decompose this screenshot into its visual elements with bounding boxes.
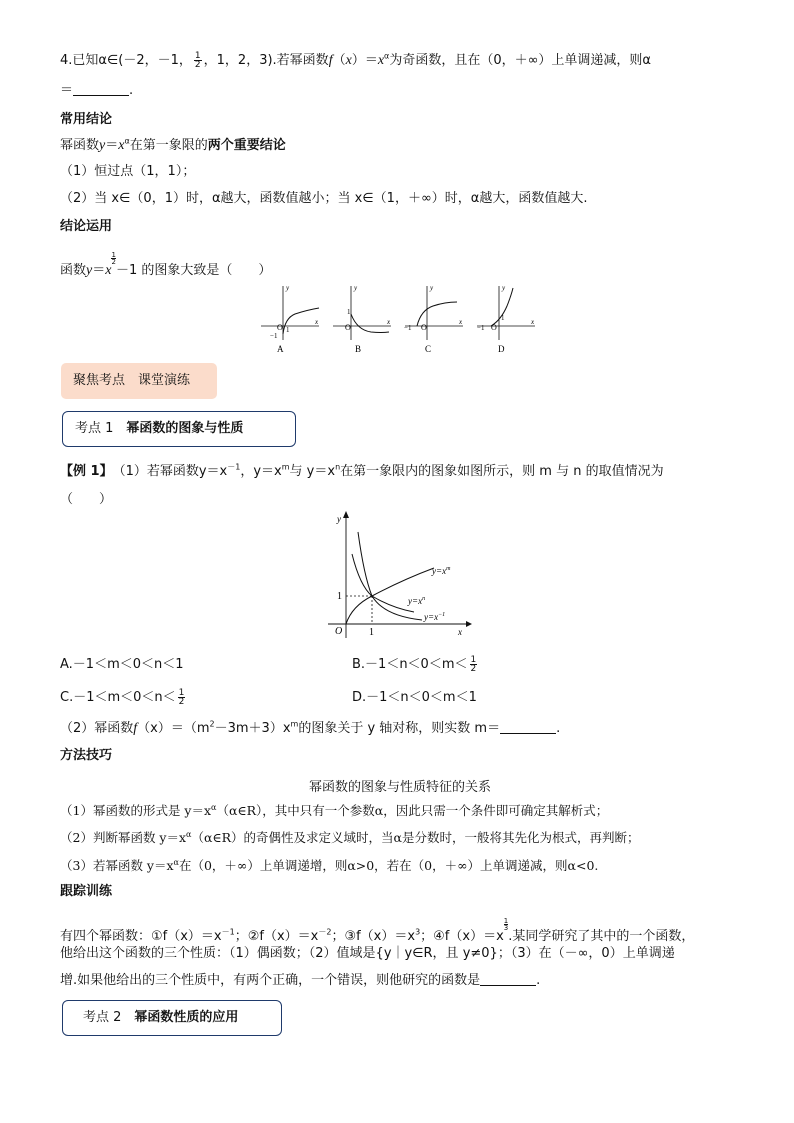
svg-text:1: 1 [501, 314, 505, 322]
svg-text:O: O [491, 323, 497, 332]
common-intro: 幂函数$y=x^\alpha$在第一象限的两个重要结论 [60, 136, 286, 153]
graph-label-d: D [498, 344, 505, 354]
common-item-1: （1）恒过点（1，1）； [60, 164, 196, 179]
apply-question: 函数y＝x $\frac{1}{2}$ －1 的图象大致是（ ） [60, 251, 272, 278]
topic-2-box: 考点 2 幂函数性质的应用 [62, 1000, 282, 1036]
example-1-question: 【例 1】 （1）若幂函数$y=x^{-1}$，$y=x^m$与 $y=x^n$在第一象限内的图象如图所示，则 m 与 n 的取值情况为 [60, 462, 664, 479]
answer-blank-function[interactable] [480, 973, 536, 986]
apply-heading: 结论运用 [60, 219, 113, 234]
graph-b[interactable] [333, 284, 391, 354]
svg-text:x: x [387, 318, 391, 326]
svg-text:y=xn: $y=x^n$ [408, 596, 426, 606]
curve-x-neg1 [358, 532, 422, 620]
graph-label-b: B [355, 344, 362, 354]
graph-a[interactable] [261, 284, 319, 354]
example-1-part-2: （2）幂函数$f(x)=(m^2-3m+3)x^m$的图象关于 y 轴对称，则实数 m＝ . [60, 719, 561, 736]
svg-text:x: x [315, 318, 319, 326]
follow-line-1: 有四个幂函数：$①f(x)=x^{-1}$；$②f(x)=x^{-2}$；$③f(x)=x^3$；④f（x）＝x $\frac{1}{3}$ .某同学研究了其中的一个函数， [60, 917, 695, 944]
method-title: 幂函数的图象与性质特征的关系 [308, 780, 491, 795]
svg-text:1: 1 [337, 591, 342, 602]
graph-c[interactable] [404, 284, 463, 354]
method-item-3: （3）若幂函数 $y=x^\alpha$在（0，＋∞）上单调递增，则α>0，若在（0，＋∞）上单调递减，则α<0. [60, 857, 599, 873]
svg-text:y: y [354, 284, 358, 292]
graph-label-c: C [425, 344, 432, 354]
question-4: 4.已知α∈(－2，－1， $\frac{1}{2}$ ，1，2，3).若幂函数$f(x)=x^\alpha$为奇函数，且在（0，＋∞）上单调递减，则α [60, 51, 651, 70]
svg-text:y: y [502, 284, 506, 292]
svg-text:O: O [421, 323, 427, 332]
svg-text:O: O [335, 626, 343, 637]
answer-blank-m[interactable] [500, 721, 556, 734]
option-a[interactable]: A.－1＜m＜0＜n＜1 [60, 657, 184, 672]
graph-label-a: A [277, 344, 284, 354]
svg-text:x: x [459, 318, 463, 326]
example-1-graph [322, 510, 472, 640]
follow-line-2: 他给出这个函数的三个性质：（1）偶函数；（2）值域是{y｜y∈R，且 y≠0}；（3）在（－∞，0）上单调递 [60, 946, 675, 961]
svg-text:O: O [277, 323, 283, 332]
graph-d[interactable] [477, 284, 535, 354]
follow-heading: 跟踪训练 [60, 884, 113, 899]
svg-text:−1: −1 [270, 332, 278, 340]
svg-text:−1: −1 [477, 324, 485, 332]
svg-text:1: 1 [286, 326, 290, 334]
svg-text:y: y [286, 284, 290, 292]
example-1-paren: （ ） [60, 492, 113, 507]
option-c[interactable]: C.－1＜m＜0＜n＜ $\frac{1}{2}$ [60, 688, 185, 707]
question-4-answer-line: ＝ . [60, 83, 134, 98]
method-heading: 方法技巧 [60, 748, 113, 763]
common-conclusions-heading: 常用结论 [60, 112, 113, 127]
option-d[interactable]: D.－1＜n＜0＜m＜1 [352, 690, 477, 705]
svg-text:1: 1 [369, 627, 374, 638]
topic-1-box: 考点 1 幂函数的图象与性质 [62, 411, 296, 447]
common-item-2: （2）当 x∈（0，1）时，α越大，函数值越小；当 x∈（1，＋∞）时，α越大，函数值越大. [60, 191, 588, 206]
svg-text:1: 1 [347, 308, 351, 316]
svg-text:y=xm: $y=x^m$ [432, 566, 451, 576]
method-item-1: （1）幂函数的形式是 $y=x^\alpha(\alpha\in R)$，其中只有一个参数α，因此只需一个条件即可确定其解析式； [60, 802, 609, 818]
option-b[interactable]: B.－1＜n＜0＜m＜ $\frac{1}{2}$ [352, 655, 477, 674]
svg-text:y: y [337, 514, 341, 524]
focus-section-banner: 聚焦考点 课堂演练 [61, 363, 217, 399]
svg-text:y=x−1: $y=x^{-1}$ [424, 612, 446, 622]
svg-text:O: O [345, 323, 351, 332]
follow-line-3: 增.如果他给出的三个性质中，有两个正确，一个错误，则他研究的函数是 . [60, 973, 541, 988]
svg-text:x: x [531, 318, 535, 326]
svg-text:y: y [430, 284, 434, 292]
option-graphs [255, 280, 545, 358]
method-item-2: （2）判断幂函数 $y=x^\alpha(\alpha\in R)$的奇偶性及求定义域时，当α是分数时，一般将其先化为根式，再判断； [60, 829, 640, 845]
answer-blank[interactable] [73, 83, 129, 96]
svg-text:−1: −1 [404, 324, 412, 332]
svg-text:x: x [458, 627, 462, 637]
